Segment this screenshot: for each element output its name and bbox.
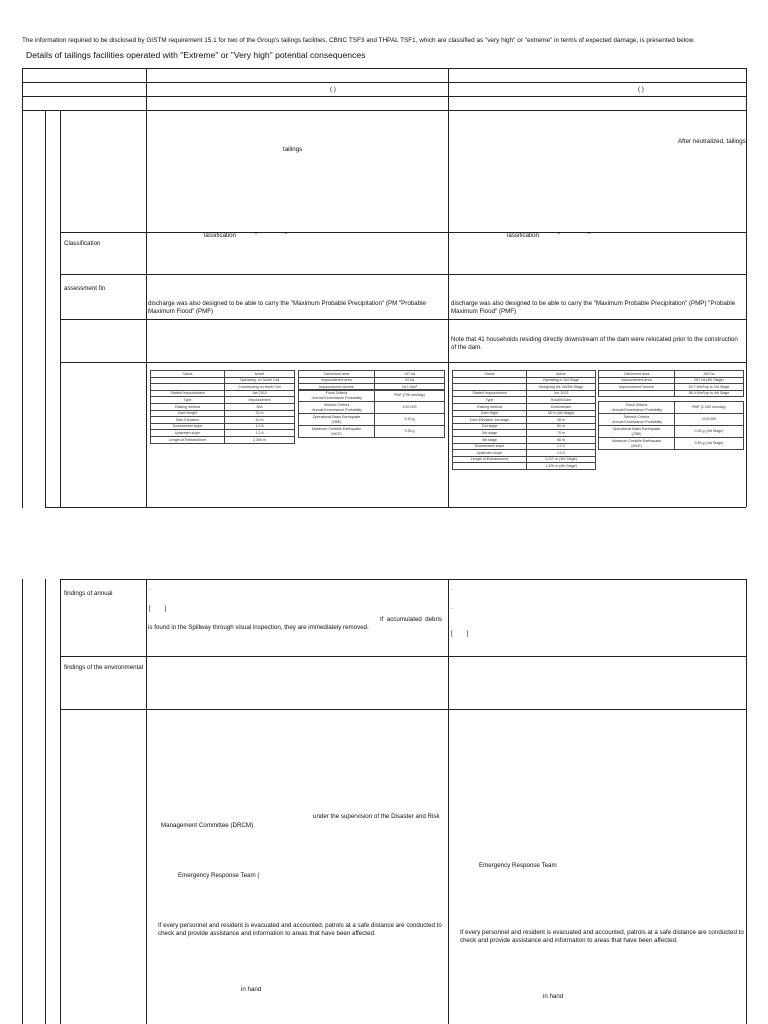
spec-row	[599, 426, 744, 438]
spec-row	[151, 403, 295, 410]
thpal-relocation-note: Note that 41 households residing directly downstream of the dam were relocated prior to the construction of the dam.	[451, 336, 738, 351]
spec-row	[299, 414, 445, 426]
table-rule	[60, 232, 746, 233]
spec-label: Type	[151, 397, 225, 404]
spec-row	[299, 390, 445, 402]
spec-row	[599, 390, 744, 397]
spec-label: Dam Height	[151, 410, 225, 417]
spec-row	[299, 402, 445, 414]
spec-value: N/A	[225, 403, 295, 410]
spec-label: Flood Criteria -Annual Exceedance Probability	[299, 390, 375, 402]
thpal-assessment: discharge was also designed to be able to carry the "Maximum Probable Precipitation" (PMP) "Probable Maximum Flood" (PMF)	[451, 300, 736, 315]
spec-value: Jun 2013	[527, 390, 596, 397]
spec-row	[151, 430, 295, 437]
spec-row	[453, 430, 596, 437]
cbnc-assessment: discharge was also designed to be able to carry the "Maximum Probable Precipitation" (PM "Probable Maximum Flood" (PMF)	[148, 300, 426, 315]
annual-findings-label: findings of annual	[64, 590, 113, 597]
spec-label: Dam Hight	[453, 410, 527, 417]
cbnc-description: tailings	[283, 146, 303, 153]
section-heading: Details of tailings facilities operated with "Extreme" or "Very high" potential consequences	[26, 50, 366, 60]
spec-value: Operating in 3rd Stage	[527, 377, 596, 384]
assessment-label: assessment fin	[64, 285, 106, 292]
spec-label: 3rd stage	[453, 430, 527, 437]
cbnc-annual-bracket: [ ]	[149, 605, 167, 612]
table-rule	[60, 709, 746, 710]
spec-row	[453, 423, 596, 430]
spec-value: 267 ha (4th Stage)	[675, 377, 744, 384]
spec-row	[453, 456, 596, 463]
spec-row	[453, 450, 596, 457]
spec-label: Dam Elevation 1st stage	[453, 417, 527, 424]
cbnc-classification: lassification " "	[204, 232, 287, 239]
table-rule	[45, 110, 46, 507]
table-rule	[146, 579, 147, 1024]
spec-value: 1:2.0	[527, 443, 596, 450]
spec-row	[599, 438, 744, 450]
spec-row	[599, 414, 744, 426]
spec-label: Dam Elevation	[151, 417, 225, 424]
table-rule	[60, 579, 61, 1024]
table-rule	[448, 579, 449, 1024]
spec-label: 4th stage	[453, 436, 527, 443]
table-rule	[60, 362, 746, 363]
spec-label: Length of Embankment	[453, 456, 527, 463]
spec-value: 0.15 g	[375, 414, 445, 426]
spec-row	[151, 384, 295, 391]
spec-label: Status	[453, 371, 527, 378]
spec-label	[599, 390, 675, 397]
spec-row	[151, 436, 295, 443]
spec-row	[299, 426, 445, 438]
spec-label	[453, 384, 527, 391]
spec-row	[453, 443, 596, 450]
spec-row	[151, 371, 295, 378]
table-rule	[22, 96, 746, 97]
tsf3-header: ( )	[330, 86, 336, 93]
thpal-criteria-table	[598, 401, 744, 450]
thpal-description: After neutralized, tailings	[678, 138, 746, 145]
spec-label: Seismic Criteria -Annual Exceedance Probability	[299, 402, 375, 414]
spec-label	[453, 377, 527, 384]
spec-label: Maximum Credible Earthquake (MCE)	[299, 426, 375, 438]
spec-row	[151, 423, 295, 430]
spec-value: 1:2.8	[225, 423, 295, 430]
cbnc-annual-text: If accumulated debris is found in the Spillway through visual inspection, they are immediately removed.	[148, 616, 442, 631]
spec-label: Operational Basis Earthquake (OBE)	[299, 414, 375, 426]
thpal-hazard-table	[598, 370, 744, 397]
thpal-status-table	[452, 370, 596, 470]
spec-row	[599, 377, 744, 384]
spec-value: 60 m	[527, 423, 596, 430]
thpal-evacuation: If every personnel and resident is evacuated and accounted, patrols at a safe distance are conducted to check and provide assistance and information to areas that have been affected.	[460, 929, 744, 944]
table-rule	[22, 110, 746, 111]
table-rule	[22, 82, 746, 83]
spec-value: 197 ha	[375, 371, 445, 378]
spec-row	[599, 384, 744, 391]
spec-label: Raising method	[453, 403, 527, 410]
spec-row	[453, 410, 596, 417]
spec-value: 2,300 m	[225, 436, 295, 443]
spec-value: 86.4 Mm³/up to 4th Stage	[675, 390, 744, 397]
thpal-annual-bracket: [ ]	[451, 630, 469, 637]
cbnc-criteria-table	[298, 389, 445, 438]
cbnc-evacuation: If every personnel and resident is evacuated and accounted, patrols at a safe distance are conducted to check and provide assistance and information to areas that have been affected.	[158, 922, 442, 937]
env-findings-label: findings of the environmental	[64, 664, 144, 671]
spec-row	[453, 436, 596, 443]
table-rule	[22, 68, 23, 508]
intro-text: The information required to be disclosed by GISTM requirement 15.1 for two of the Group's tailings facilities, CBNC TSF3 and THPAL TSF1, which are classified as "very high" or "extreme" in terms of expected damage, is presented below.	[22, 37, 695, 44]
spec-row	[453, 417, 596, 424]
spec-value: 0.45 g (3rd Stage)	[675, 438, 744, 450]
cbnc-status-table	[150, 370, 295, 444]
spec-label: Started impoundment	[453, 390, 527, 397]
spec-row	[453, 390, 596, 397]
spec-value: 1/10,000	[375, 402, 445, 414]
spec-label: Catchment area	[299, 371, 375, 378]
spec-value: Constructing on North Cell	[225, 384, 295, 391]
spec-value: 0.35 g	[375, 426, 445, 438]
spec-row	[151, 417, 295, 424]
tpal-header: ( )	[638, 86, 644, 93]
thpal-ert: Emergency Response Team	[479, 862, 557, 869]
cbnc-drcm-line-2: Management Committee (DRCM)	[161, 822, 254, 829]
spec-value: Downstream	[527, 403, 596, 410]
spec-label: Started impoundment	[151, 390, 225, 397]
spec-label: Operational Basis Earthquake (OBE)	[599, 426, 675, 438]
spec-label: 2nd stage	[453, 423, 527, 430]
spec-row	[453, 397, 596, 404]
spec-value: 52.7 Mm³/up to 3rd Stage	[675, 384, 744, 391]
table-rule	[146, 68, 147, 507]
spec-value: PMF (796 mm/day)	[375, 390, 445, 402]
spec-label: Impoundment area	[599, 377, 675, 384]
table-rule	[746, 68, 747, 507]
spec-label: Length of Embankment	[151, 436, 225, 443]
spec-value: 1:2.0	[527, 450, 596, 457]
spec-value: 1:1.8	[225, 430, 295, 437]
spec-label	[453, 463, 527, 470]
spec-label: Downstream slope	[151, 423, 225, 430]
spec-label: Type	[453, 397, 527, 404]
spec-row	[599, 371, 744, 378]
spec-row	[453, 377, 596, 384]
spec-label: Downstream slope	[453, 443, 527, 450]
spec-value: Designing the 4th/5th Stage	[527, 384, 596, 391]
spec-label: Impoundment area	[299, 377, 375, 384]
spec-row	[299, 377, 445, 384]
spec-label: Upstream slope	[453, 450, 527, 457]
spec-row	[151, 410, 295, 417]
spec-value: 1,476 m (4th Stage)	[527, 463, 596, 470]
table-rule	[60, 319, 746, 320]
spec-row	[151, 397, 295, 404]
spec-row	[151, 390, 295, 397]
thpal-annual-bullet-2: ·	[451, 605, 454, 612]
table-rule	[448, 68, 449, 507]
cbnc-annual-bullet: ·	[149, 586, 152, 593]
spec-value: 0.26 g (3rd Stage)	[675, 426, 744, 438]
table-rule	[60, 579, 746, 580]
table-rule	[45, 507, 746, 508]
table-rule	[22, 579, 23, 1024]
spec-value: Active	[527, 371, 596, 378]
spec-value: 94 ha	[375, 377, 445, 384]
spec-value: 32 m	[225, 410, 295, 417]
spec-label: Catchment area	[599, 371, 675, 378]
spec-value: 1/10,000	[675, 414, 744, 426]
spec-value: Jan 2010	[225, 390, 295, 397]
spec-label: Raising method	[151, 403, 225, 410]
cbnc-drcm-line-1: under the supervision of the Disaster and Risk	[313, 813, 440, 820]
spec-value: 38 m	[527, 417, 596, 424]
table-rule	[60, 274, 746, 275]
spec-label: Upstream slope	[151, 430, 225, 437]
spec-value: Operating, on South Cell	[225, 377, 295, 384]
spec-value: 840 ha	[675, 371, 744, 378]
spec-label: Status	[151, 371, 225, 378]
thpal-annual-bullet-1: ·	[451, 586, 454, 593]
spec-value: 48 m (4th Stage)	[527, 410, 596, 417]
spec-value: Impoundment	[225, 397, 295, 404]
table-rule	[45, 579, 46, 1024]
table-rule	[746, 579, 747, 1024]
spec-value: 70 m	[527, 430, 596, 437]
table-rule	[22, 68, 746, 69]
spec-value: 86 m	[527, 436, 596, 443]
spec-label: Seismic Criteria -Annual Exceedance Probability	[599, 414, 675, 426]
spec-row	[453, 384, 596, 391]
spec-row	[299, 371, 445, 378]
spec-label: Impoundment Volume	[599, 384, 675, 391]
spec-row	[453, 403, 596, 410]
spec-value: Rockfill Dam	[527, 397, 596, 404]
spec-row	[453, 463, 596, 470]
spec-value: 42 m	[225, 417, 295, 424]
spec-row	[599, 402, 744, 414]
classification-label: Classification	[64, 240, 101, 247]
spec-value: Active	[225, 371, 295, 378]
spec-value: PMF (1,349 mm/day)	[675, 402, 744, 414]
spec-row	[151, 377, 295, 384]
spec-value: 1,217 m (3rd Stage)	[527, 456, 596, 463]
spec-label: Impoundment Volume	[299, 384, 375, 391]
spec-label: Maximum Credible Earthquake (MCE)	[599, 438, 675, 450]
table-rule	[60, 110, 61, 507]
cbnc-in-hand: in hand	[241, 986, 262, 993]
table-rule	[60, 656, 746, 657]
spec-label	[151, 377, 225, 384]
thpal-classification: lassification " "	[507, 232, 590, 239]
spec-row	[453, 371, 596, 378]
spec-label	[151, 384, 225, 391]
cbnc-hazard-table	[298, 370, 445, 391]
thpal-in-hand: in hand	[543, 993, 564, 1000]
spec-label: Flood Criteria -Annual Exceedance Probability	[599, 402, 675, 414]
spec-value: 16.1 Mm³	[375, 384, 445, 391]
cbnc-ert: Emergency Response Team (	[178, 872, 260, 879]
